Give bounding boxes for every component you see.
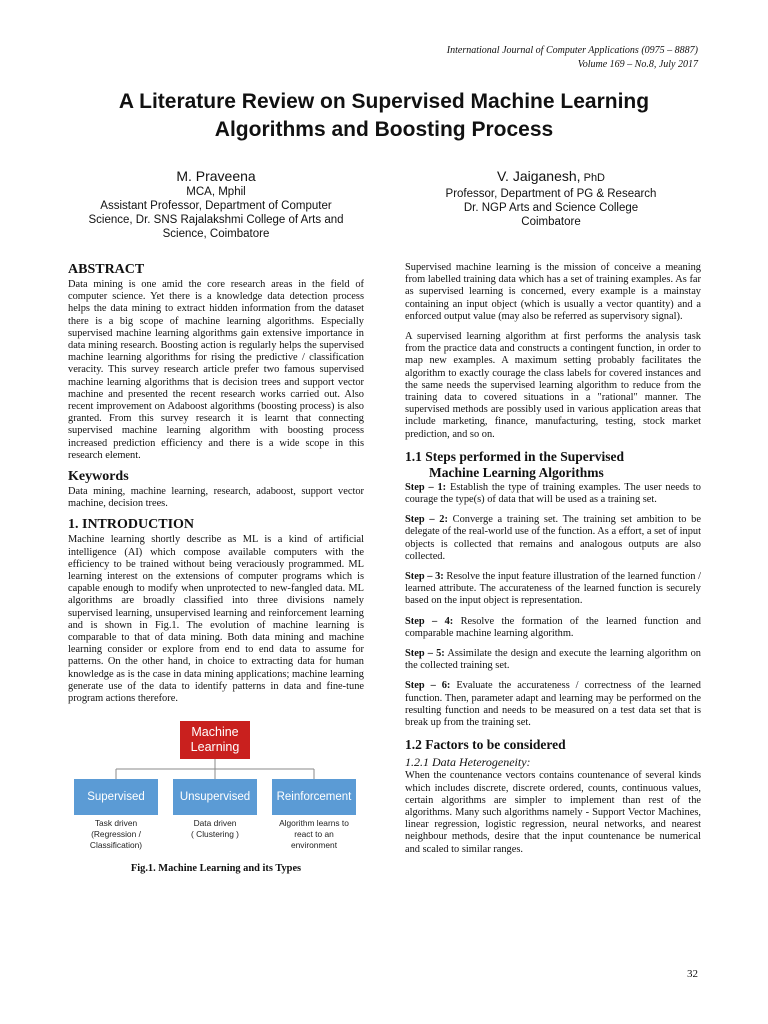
paragraph: A supervised learning algorithm at first performs the analysis task from the practice data and constructs a contingent function, in order to map new examples. A maximum setting probably facilitates the algorithm to exactly courage the class labels for covered instances and the same needs the supervised learning algorithm to reduce from the training data to covered situations in a "rational" manner. The supervised methods are possibly used in various application areas that include marketing, finance, manufacturing, testing, stock market prediction, and so on. — [405, 331, 701, 440]
step-5: Step – 5: Assimilate the design and execute the learning algorithm on the collected training set. — [405, 648, 701, 672]
title-line-1: A Literature Review on Supervised Machine Learning — [118, 90, 650, 113]
section-heading-1-2: 1.2 Factors to be considered — [405, 737, 566, 753]
left-column — [68, 262, 364, 876]
journal-name: International Journal of Computer Applications (0975 – 8887) — [446, 45, 698, 56]
figure-caption: Fig.1. Machine Learning and its Types — [130, 863, 302, 875]
figure-ml-types — [72, 719, 356, 853]
paragraph: When the countenance vectors contains countenance of several kinds which includes discrete, discrete ordered, counts, continuous values, certain algorithms are simpler to implement than rest of the algorithms. Many such algorithms namely - Support Vector Machines, linear regression, logistic regression, neural networks, and nearest neighbour methods, desire that the input countenance be numerical and scaled to similar ranges. — [405, 770, 701, 855]
author-affil-line: Assistant Professor, Department of Computer — [100, 200, 332, 212]
step-6: Step – 6: Evaluate the accurateness / correctness of the learned function. Then, parameter adapt and learning may be performed on the resulting function and needs to be measured on a test data set that is break up from the training set. — [405, 680, 701, 729]
step-3: Step – 3: Resolve the input feature illustration of the learned function / learned attribute. The accurateness of the learned function is securely based on the input object is representation. — [405, 571, 701, 607]
introduction-text: Machine learning shortly describe as ML is a kind of artificial intelligence (AI) which compose available computers with the efficiency to be trained without being veraciously programmed. ML learning interest on the extensions of computer programs which is capable enough to modify when unprotected to new-fangled data. ML algorithms are broadly classified into three divisions namely supervised learning, unsupervised learning and reinforcement learning and is shown in Fig.1. The evolution of machine learning is comparable to that of data mining. Both data mining and machine learning consider or explore from end to end data to assume for patterns. On the other hand, in choice to extracting data for human knowledge as is the case in data mining applications; machine learning generate use of the data to identify patterns in data and fine-tune program actions therefore. — [68, 534, 364, 705]
page-number: 32 — [687, 968, 698, 980]
author-affil-line: Dr. NGP Arts and Science College — [463, 202, 639, 214]
author-name: V. Jaiganesh, PhD — [496, 168, 606, 184]
desc-supervised: Task driven (Regression / Classification) — [89, 818, 143, 851]
journal-header — [447, 44, 698, 72]
abstract-heading: ABSTRACT — [68, 262, 145, 277]
author-affil-line: Professor, Department of PG & Research — [445, 188, 657, 200]
author-affil-line: Coimbatore — [521, 216, 581, 228]
paragraph: Supervised machine learning is the mission of conceive a meaning from labelled training data which has a set of training examples. As far as supervised learning is concerned, every example is a mainstay containing an input object (which is usually a vector quantity) and a enforced output value (may also be referred as supervisory signal). — [405, 262, 701, 322]
journal-volume: Volume 169 – No.8, July 2017 — [577, 59, 698, 70]
abstract-text: Data mining is one amid the core research areas in the field of computer science. Yet there is a knowledge data detection process helps the data mining to extract hidden information from the dataset there is a big scope of machine learning algorithms. Especially supervised machine learning algorithms gain extensive importance in data mining research. Boosting action is regularly helps the supervised machine learning algorithms for rising the predictive / classification veracity. This survey research article prefer two famous supervised machine learning algorithms that is decision trees and support vector machine and presented the recent research works carried out. Also recent improvement on Adaboost algorithms (boosting process) is also granted. From this survey research it is learnt that connecting supervised machine learning algorithm with boosting process increased prediction efficiency and there is a wide scope in this research element. — [68, 279, 364, 461]
author-affil-line: MCA, Mphil — [186, 186, 246, 198]
author-2 — [398, 167, 704, 229]
step-4: Step – 4: Resolve the formation of the learned function and comparable machine learning algorithm. — [405, 615, 701, 639]
author-degree: PhD — [580, 172, 606, 184]
introduction-heading: 1. INTRODUCTION — [68, 517, 195, 533]
root-node-machine-learning: Machine Learning — [180, 721, 250, 759]
paper-title — [60, 88, 708, 144]
node-supervised: Supervised — [74, 779, 158, 815]
subsection-heading-1-2-1: 1.2.1 Data Heterogeneity: — [405, 755, 531, 770]
desc-reinforcement: Algorithm learns to react to an environment — [279, 818, 349, 851]
title-line-2: Algorithms and Boosting Process — [214, 118, 554, 141]
keywords-heading: Keywords — [68, 469, 129, 485]
step-2: Step – 2: Converge a training set. The training set ambition to be delegate of the real-world use of the function. As a effort, a set of input objects is collected that remains and analogous outputs are also collected. — [405, 514, 701, 562]
section-heading-1-1: 1.1 Steps performed in the Supervised Machine Learning Algorithms — [405, 448, 624, 480]
step-1: Step – 1: Establish the type of training examples. The user needs to courage the type(s) of data that will be used as a training set. — [405, 481, 701, 506]
author-1 — [66, 167, 366, 241]
author-name: M. Praveena — [176, 168, 256, 184]
author-affil-line: Science, Coimbatore — [162, 228, 270, 240]
desc-unsupervised: Data driven ( Clustering ) — [191, 818, 239, 840]
keywords-text: Data mining, machine learning, research, adaboost, support vector machine, decision trees. — [68, 486, 364, 510]
right-column — [405, 262, 701, 856]
node-unsupervised: Unsupervised — [173, 779, 257, 815]
author-affil-line: Science, Dr. SNS Rajalakshmi College of Arts and — [88, 214, 344, 226]
node-reinforcement: Reinforcement — [272, 779, 356, 815]
